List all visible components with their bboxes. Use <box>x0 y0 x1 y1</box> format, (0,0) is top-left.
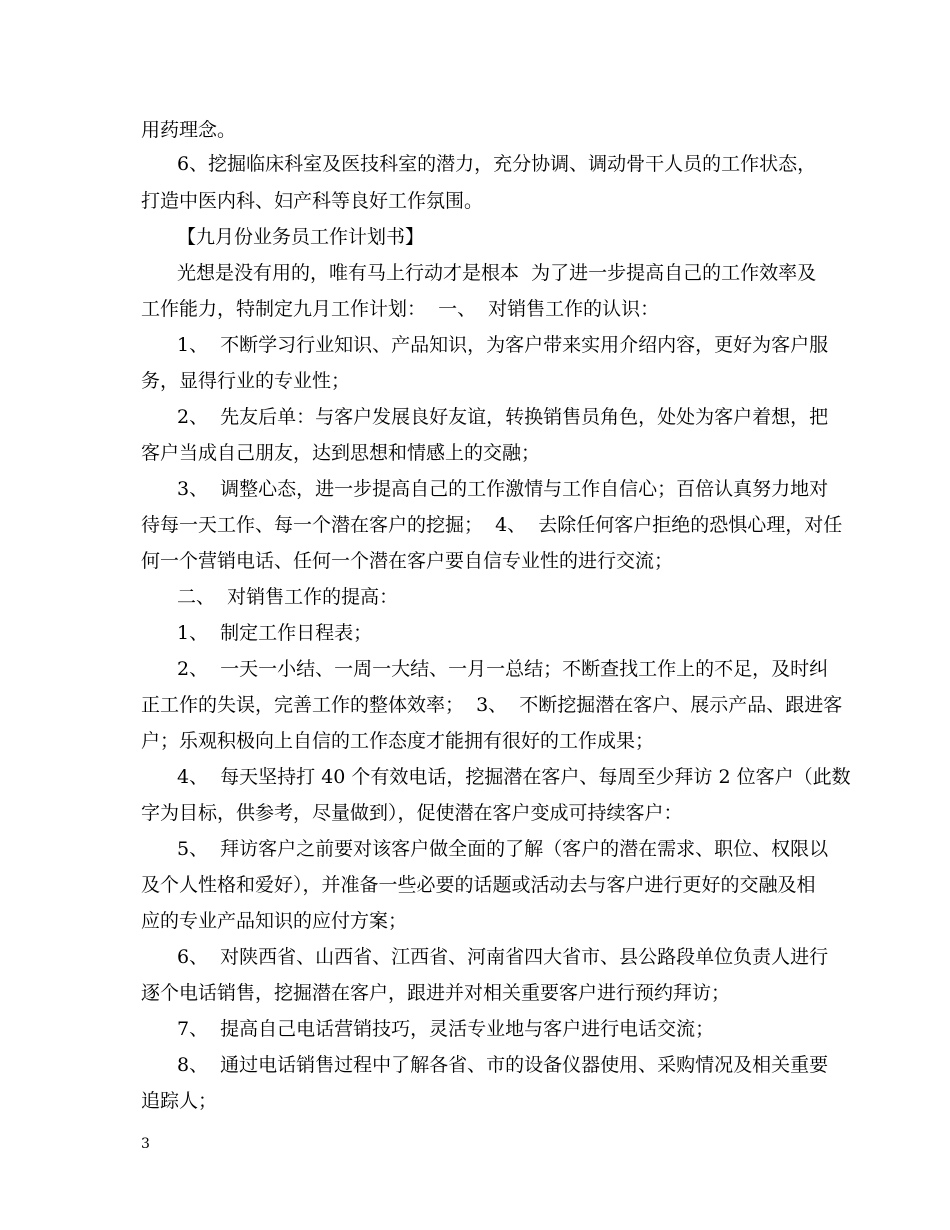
body-text-line: 4、 每天坚持打 40 个有效电话，挖掘潜在客户、每周至少拜访 2 位客户（此数 <box>177 766 851 788</box>
body-text-line: 打造中医内科、妇产科等良好工作氛围。 <box>141 190 484 212</box>
body-text-line: 8、 通过电话销售过程中了解各省、市的设备仪器使用、采购情况及相关重要 <box>177 1054 829 1076</box>
page-number: 3 <box>141 1136 150 1152</box>
body-text-line: 3、 调整心态，进一步提高自己的工作激情与工作自信心；百倍认真努力地对 <box>177 478 829 500</box>
body-text-line: 光想是没有用的，唯有马上行动才是根本 为了进一步提高自己的工作效率及 <box>177 262 817 284</box>
body-text-line: 何一个营销电话、任何一个潜在客户要自信专业性的进行交流； <box>141 550 674 572</box>
body-text-line: 正工作的失误，完善工作的整体效率； 3、 不断挖掘潜在客户、展示产品、跟进客 <box>141 694 843 716</box>
body-text-line: 户；乐观积极向上自信的工作态度才能拥有很好的工作成果； <box>141 730 655 752</box>
body-text-line: 1、 不断学习行业知识、产品知识，为客户带来实用介绍内容，更好为客户服 <box>177 334 829 356</box>
body-text-line: 工作能力，特制定九月工作计划： 一、 对销售工作的认识： <box>141 298 660 320</box>
body-text-line: 追踪人； <box>141 1090 218 1112</box>
body-text-line: 2、 一天一小结、一周一大结、一月一总结；不断查找工作上的不足，及时纠 <box>177 658 829 680</box>
body-text-line: 字为目标，供参考，尽量做到），促使潜在客户变成可持续客户： <box>141 802 683 824</box>
section-heading: 【九月份业务员工作计划书】 <box>177 226 425 248</box>
body-text-line: 6、 对陕西省、山西省、江西省、河南省四大省市、县公路段单位负责人进行 <box>177 946 829 968</box>
body-text-line: 2、 先友后单：与客户发展良好友谊，转换销售员角色，处处为客户着想，把 <box>177 406 829 428</box>
body-text-line: 6、挖掘临床科室及医技科室的潜力，充分协调、调动骨干人员的工作状态， <box>177 153 817 175</box>
body-text-line: 务，显得行业的专业性； <box>141 370 351 392</box>
section-heading: 二、 对销售工作的提高： <box>177 586 399 608</box>
body-text-line: 应的专业产品知识的应付方案； <box>141 910 408 932</box>
body-text-line: 1、 制定工作日程表； <box>177 622 373 644</box>
body-text-line: 5、 拜访客户之前要对该客户做全面的了解（客户的潜在需求、职位、权限以 <box>177 838 829 860</box>
body-text-line: 及个人性格和爱好），并准备一些必要的话题或活动去与客户进行更好的交融及相 <box>141 874 816 896</box>
body-text-line: 逐个电话销售，挖掘潜在客户，跟进并对相关重要客户进行预约拜访； <box>141 982 731 1004</box>
body-text-line: 待每一天工作、每一个潜在客户的挖掘； 4、 去除任何客户拒绝的恐惧心理，对任 <box>141 514 843 536</box>
body-text-line: 用药理念。 <box>141 119 237 141</box>
body-text-line: 客户当成自己朋友，达到思想和情感上的交融； <box>141 442 541 464</box>
body-text-line: 7、 提高自己电话营销技巧，灵活专业地与客户进行电话交流； <box>177 1018 715 1040</box>
